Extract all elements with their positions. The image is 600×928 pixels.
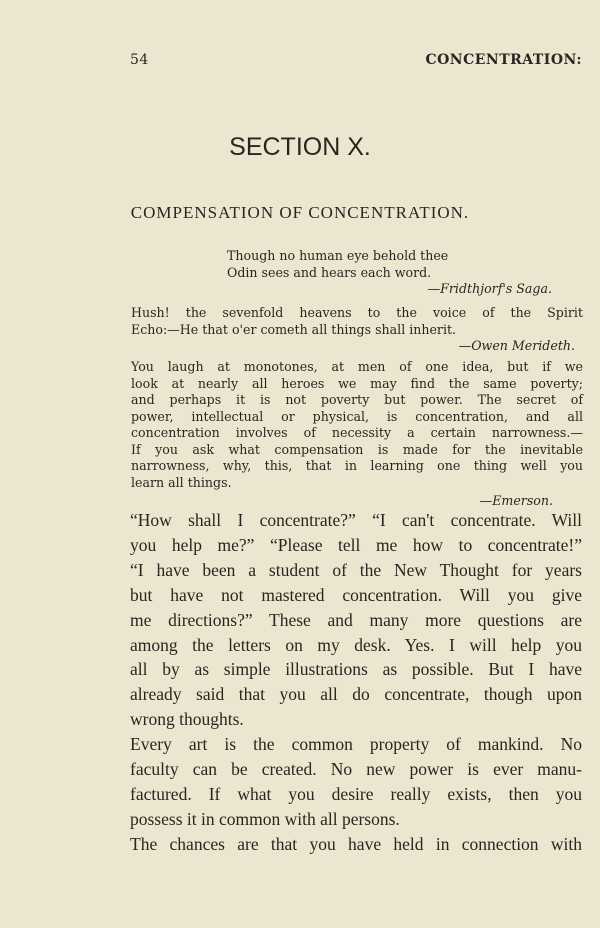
epigraph-line: learn all things. bbox=[131, 474, 232, 490]
body-line: “I have been a student of the New Thought for years bbox=[130, 559, 582, 580]
epigraph-saga bbox=[227, 248, 552, 298]
body-line: already said that you all do concentrate, though upon bbox=[130, 684, 582, 705]
epigraph-line: look at nearly all heroes we may find the same poverty; bbox=[131, 375, 583, 391]
body-line: me directions?” These and many more questions are bbox=[130, 609, 582, 630]
body-line: “How shall I concentrate?” “I can't concentrate. Will bbox=[130, 510, 582, 530]
section-title: SECTION X. bbox=[229, 133, 371, 161]
epigraph-line: narrowness, why, this, that in learning one thing well you bbox=[131, 458, 583, 473]
page-number: 54 bbox=[130, 52, 149, 68]
epigraph-attribution: —Fridthjorf's Saga. bbox=[427, 281, 552, 296]
epigraph-line: If you ask what compensation is made for the inevitable bbox=[131, 441, 583, 457]
epigraph-line: and perhaps it is not poverty but power. The secret of bbox=[131, 392, 583, 407]
body-text bbox=[130, 508, 582, 857]
epigraph-attribution: —Emerson. bbox=[479, 493, 553, 508]
body-line: The chances are that you have held in connection with bbox=[130, 833, 582, 854]
epigraph-attribution: —Owen Merideth. bbox=[458, 338, 575, 353]
body-line: factured. If what you desire really exists, then you bbox=[130, 783, 582, 804]
epigraph-line: Odin sees and hears each word. bbox=[227, 264, 432, 280]
epigraph-merideth bbox=[131, 305, 583, 355]
epigraph-line: power, intellectual or physical, is concentration, and all bbox=[131, 408, 583, 424]
epigraph-line: concentration involves of necessity a certain narrowness.— bbox=[131, 425, 583, 440]
epigraph-line: Hush! the sevenfold heavens to the voice of the Spirit bbox=[131, 305, 583, 320]
section-subtitle: COMPENSATION OF CONCENTRATION. bbox=[130, 203, 470, 222]
epigraph-line: Though no human eye behold thee bbox=[227, 248, 449, 263]
body-line: among the letters on my desk. Yes. I will help you bbox=[130, 634, 582, 655]
running-title: CONCENTRATION: bbox=[425, 52, 582, 68]
body-line: but have not mastered concentration. Will you give bbox=[130, 584, 582, 605]
body-line: Every art is the common property of mankind. No bbox=[130, 734, 582, 755]
epigraph-line: Echo:—He that o'er cometh all things shall inherit. bbox=[131, 321, 457, 337]
body-line: possess it in common with all persons. bbox=[130, 808, 400, 829]
body-line: all by as simple illustrations as possible. But I have bbox=[130, 659, 582, 680]
body-line: wrong thoughts. bbox=[130, 709, 244, 730]
epigraph-emerson bbox=[131, 359, 583, 510]
body-line: faculty can be created. No new power is ever manu- bbox=[130, 759, 582, 780]
epigraph-line: You laugh at monotones, at men of one idea, but if we bbox=[131, 359, 583, 374]
body-line: you help me?” “Please tell me how to concentrate!” bbox=[130, 534, 582, 555]
